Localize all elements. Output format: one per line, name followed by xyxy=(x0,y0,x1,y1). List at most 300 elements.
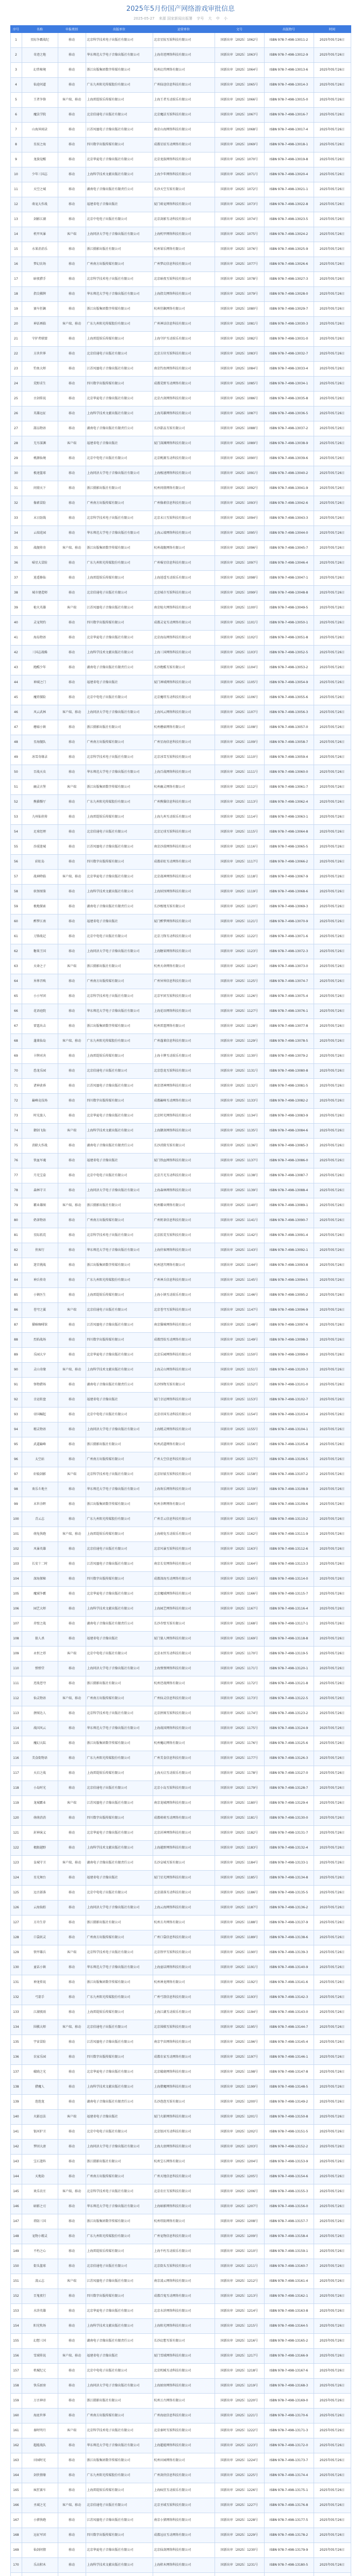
table-row xyxy=(10,780,351,795)
cell-operator: 上海指尖网络科技有限公司 xyxy=(153,287,215,302)
cell-operator: 杭州雷霆网络有限公司 xyxy=(153,1019,215,1034)
cell-operator: 上海萌兔互动娱乐有限公司 xyxy=(153,1527,215,1542)
cell-name: 魔塔探险 xyxy=(22,690,58,705)
cell-isbn: ISBN 978-7-498-13096-9 xyxy=(264,1303,314,1318)
cell-publisher: 广州南方出版传媒有限公司 xyxy=(86,496,153,511)
cell-publisher: 上海雷缇娱乐传媒有限公司 xyxy=(86,1766,153,1781)
cell-approval-no: 国新出审〔2025〕1216号 xyxy=(215,2334,264,2349)
cell-date: 2025年05月26日 xyxy=(314,2304,351,2319)
table-row xyxy=(10,1617,351,1632)
cell-index: 169 xyxy=(10,2543,22,2558)
cell-name: 巅峰竞技场 xyxy=(22,1094,58,1109)
table-row xyxy=(10,974,351,989)
cell-index: 136 xyxy=(10,2050,22,2065)
cell-operator: 广州像素信息科技有限公司 xyxy=(153,496,215,511)
cell-date: 2025年05月26日 xyxy=(314,1258,351,1273)
cell-index: 44 xyxy=(10,675,22,690)
cell-operator: 广州口袋信息科技有限公司 xyxy=(153,1930,215,1945)
cell-name: 暗夜猎手 xyxy=(22,272,58,287)
cell-publisher: 华东师范大学电子音像出版社有限公司 xyxy=(86,526,153,541)
cell-name: 赤壁之战 xyxy=(22,1617,58,1632)
cell-name: 萌兔快跑 xyxy=(22,1527,58,1542)
cell-category: 移动 xyxy=(58,1258,86,1273)
cell-name: 熊猫餐厅 xyxy=(22,795,58,810)
cell-date: 2025年05月26日 xyxy=(314,1019,351,1034)
cell-category: 移动 xyxy=(58,1168,86,1183)
cell-date: 2025年05月26日 xyxy=(314,317,351,332)
cell-publisher: 上海同济大学电子音像出版社有限公司 xyxy=(86,1422,153,1437)
cell-date: 2025年05月26日 xyxy=(314,1512,351,1527)
cell-index: 23 xyxy=(10,362,22,377)
cell-index: 67 xyxy=(10,1019,22,1034)
cell-index: 74 xyxy=(10,1124,22,1139)
cell-isbn: ISBN 978-7-498-13051-8 xyxy=(264,631,314,646)
table-row xyxy=(10,1662,351,1676)
cell-index: 149 xyxy=(10,2244,22,2259)
cell-publisher: 四川数字出版传媒有限公司 xyxy=(86,138,153,152)
cell-category: 移动 xyxy=(58,496,86,511)
cell-category: 移动 xyxy=(58,855,86,870)
cell-approval-no: 国新出审〔2025〕1225号 xyxy=(215,2468,264,2483)
cell-name: 灵山奇缘 xyxy=(22,1363,58,1378)
cell-approval-no: 国新出审〔2025〕1083号 xyxy=(215,347,264,362)
table-row xyxy=(10,1303,351,1318)
cell-operator: 北京破晓网络科技有限公司 xyxy=(153,2065,215,2080)
cell-category: 客户端、移动 xyxy=(58,870,86,885)
cell-name: 古剑传说 xyxy=(22,392,58,406)
cell-category xyxy=(58,2573,86,2576)
cell-approval-no: 国新出审〔2025〕1087号 xyxy=(215,406,264,421)
cell-operator: 长沙跑酷互娱有限公司 xyxy=(153,660,215,675)
cell-date: 2025年05月26日 xyxy=(314,78,351,93)
cell-publisher: 上海科学技术文献出版社有限公司 xyxy=(86,1363,153,1378)
cell-isbn: ISBN 978-7-498-13043-3 xyxy=(264,511,314,526)
cell-operator: 上海云海网络科技有限公司 xyxy=(153,1901,215,1916)
cell-operator: 上海暗影网络科技有限公司 xyxy=(153,2199,215,2214)
cell-isbn: ISBN 978-7-498-13165-2 xyxy=(264,2334,314,2349)
table-row xyxy=(10,1796,351,1811)
cell-index: 133 xyxy=(10,2005,22,2020)
cell-operator: 上海灵山网络科技有限公司 xyxy=(153,1363,215,1378)
cell-isbn: ISBN 978-7-498-13029-7 xyxy=(264,302,314,317)
cell-approval-no: 国新出审〔2025〕1162号 xyxy=(215,1527,264,1542)
table-row xyxy=(10,2498,351,2513)
col-header-index: 序号 xyxy=(10,26,22,33)
cell-date: 2025年05月26日 xyxy=(314,1930,351,1945)
cell-index: 142 xyxy=(10,2140,22,2155)
cell-date: 2025年05月26日 xyxy=(314,556,351,571)
cell-date: 2025年05月26日 xyxy=(314,2065,351,2080)
cell-date: 2025年05月26日 xyxy=(314,257,351,272)
cell-name: 水果消消乐 xyxy=(22,242,58,257)
cell-operator: 上海风云网络科技有限公司 xyxy=(153,705,215,720)
cell-approval-no: 国新出审〔2025〕1230号 xyxy=(215,2543,264,2558)
cell-operator: 广州蓬莱信息科技有限公司 xyxy=(153,1034,215,1049)
cell-date: 2025年05月26日 xyxy=(314,123,351,138)
cell-isbn: ISBN 978-7-498-13095-2 xyxy=(264,1288,314,1303)
cell-name: 指尖棋牌 xyxy=(22,287,58,302)
cell-date: 2025年05月26日 xyxy=(314,1034,351,1049)
cell-date: 2025年05月26日 xyxy=(314,332,351,347)
cell-isbn: ISBN 978-7-498-13019-8 xyxy=(264,152,314,167)
cell-publisher: 北京华夏电子音像出版社有限公司 xyxy=(86,2065,153,2080)
cell-operator: 北京小岛互娱科技有限公司 xyxy=(153,1781,215,1796)
cell-approval-no: 国新出审〔2025〕1178号 xyxy=(215,1766,264,1781)
cell-operator: 成都远征互动网络有限公司 xyxy=(153,2528,215,2543)
cell-publisher: 北京伯通电子出版社有限公司 xyxy=(86,2259,153,2274)
cell-isbn: ISBN 978-7-498-13162-1 xyxy=(264,2289,314,2304)
cell-approval-no: 国新出审〔2025〕1186号 xyxy=(215,1886,264,1901)
cell-category: 移动 xyxy=(58,1662,86,1676)
cell-index: 76 xyxy=(10,1154,22,1168)
cell-operator: 上海江湖互动娱乐有限公司 xyxy=(153,2005,215,2020)
table-row xyxy=(10,1422,351,1437)
cell-date: 2025年05月26日 xyxy=(314,1049,351,1064)
cell-category: 移动 xyxy=(58,2513,86,2528)
cell-operator: 杭州幻兽网络有限公司 xyxy=(153,63,215,78)
cell-publisher: 广东九州阳光传媒股份有限公司 xyxy=(86,317,153,332)
cell-date: 2025年05月26日 xyxy=(314,1467,351,1482)
cell-isbn: ISBN 978-7-498-13101-0 xyxy=(264,1378,314,1393)
cell-category: 移动 xyxy=(58,1482,86,1497)
cell-approval-no: 国新出审〔2025〕1092号 xyxy=(215,481,264,496)
cell-name: 诸神黄昏 xyxy=(22,1079,58,1094)
cell-publisher: 江苏凤凰电子音像出版社有限公司 xyxy=(86,2035,153,2050)
cell-approval-no: 国新出审〔2025〕1110号 xyxy=(215,750,264,765)
cell-publisher: 浙江出版集团数字传媒有限公司 xyxy=(86,302,153,317)
cell-isbn: ISBN 978-7-498-13154-6 xyxy=(264,2170,314,2184)
table-row xyxy=(10,2379,351,2394)
cell-category: 移动 xyxy=(58,1901,86,1916)
cell-approval-no: 国新出审〔2025〕1231号 xyxy=(215,2558,264,2573)
cell-operator: 北京古剑网络科技有限公司 xyxy=(153,392,215,406)
cell-operator: 北京城市互娱科技有限公司 xyxy=(153,586,215,601)
cell-isbn: ISBN 978-7-498-13157-7 xyxy=(264,2214,314,2229)
table-header-row xyxy=(10,26,351,33)
cell-name: 糖果王国 xyxy=(22,944,58,959)
table-row xyxy=(10,1378,351,1393)
cell-date: 2025年05月26日 xyxy=(314,616,351,631)
cell-category: 移动 xyxy=(58,197,86,212)
cell-publisher: 浙江出版集团数字传媒有限公司 xyxy=(86,541,153,556)
cell-operator: 上海百战网络科技有限公司 xyxy=(153,765,215,780)
cell-date: 2025年05月26日 xyxy=(314,1990,351,2005)
cell-isbn: ISBN 978-7-498-13094-5 xyxy=(264,1273,314,1288)
table-row xyxy=(10,601,351,616)
cell-date: 2025年05月26日 xyxy=(314,466,351,481)
cell-date xyxy=(314,2573,351,2576)
cell-date: 2025年05月26日 xyxy=(314,1647,351,1662)
cell-index: 11 xyxy=(10,182,22,197)
cell-category: 移动 xyxy=(58,1766,86,1781)
cell-name: 花语庭院 xyxy=(22,1004,58,1019)
cell-publisher: 广州南方出版传媒有限公司 xyxy=(86,257,153,272)
cell-date: 2025年05月26日 xyxy=(314,2364,351,2379)
cell-index: 56 xyxy=(10,855,22,870)
cell-date: 2025年05月26日 xyxy=(314,2080,351,2095)
cell-name: 疯狂赛车 xyxy=(22,2483,58,2498)
cell-name: 轩辕剑影 xyxy=(22,1467,58,1482)
cell-name: 不朽之心 xyxy=(22,2244,58,2259)
cell-isbn: ISBN 978-7-498-13178-2 xyxy=(264,2528,314,2543)
cell-isbn: ISBN 978-7-498-13168-3 xyxy=(264,2379,314,2394)
cell-name: 幻兽秘境 xyxy=(22,63,58,78)
cell-operator: 成都巅峰互动网络有限公司 xyxy=(153,1094,215,1109)
cell-isbn: ISBN 978-7-498-13130-0 xyxy=(264,1811,314,1826)
cell-operator: 成都灵宠互动网络有限公司 xyxy=(153,616,215,631)
cell-operator: 上海森林网络科技有限公司 xyxy=(153,1183,215,1198)
cell-operator: 厦门狼人网络科技有限公司 xyxy=(153,1632,215,1647)
table-row xyxy=(10,1691,351,1706)
cell-name: 苍穹之翼 xyxy=(22,1303,58,1318)
cell-isbn: ISBN 978-7-498-13169-0 xyxy=(264,2394,314,2409)
table-row xyxy=(10,1318,351,1333)
cell-publisher: 北京华夏电子音像出版社有限公司 xyxy=(86,392,153,406)
cell-approval-no: 国新出审〔2025〕1172号 xyxy=(215,1676,264,1691)
cell-approval-no: 国新出审〔2025〕1144号 xyxy=(215,1258,264,1273)
cell-name: 暗影之刃 xyxy=(22,2199,58,2214)
col-header-category: 申报类别 xyxy=(58,26,86,33)
cell-name: 极限越野 xyxy=(22,1841,58,1856)
cell-index: 148 xyxy=(10,2229,22,2244)
cell-operator: 北京海岛网络科技有限公司 xyxy=(153,631,215,646)
cell-isbn: ISBN 978-7-498-13017-4 xyxy=(264,123,314,138)
cell-operator: 北京暗夜互娱科技有限公司 xyxy=(153,272,215,287)
cell-date: 2025年05月26日 xyxy=(314,1856,351,1871)
cell-publisher: 上海雷缇娱乐传媒有限公司 xyxy=(86,2244,153,2259)
cell-index: 91 xyxy=(10,1378,22,1393)
cell-approval-no: 国新出审〔2025〕1102号 xyxy=(215,631,264,646)
cell-date: 2025年05月26日 xyxy=(314,1736,351,1751)
cell-operator: 广州异界信息科技有限公司 xyxy=(153,974,215,989)
cell-name: 龙族觉醒 xyxy=(22,152,58,167)
cell-operator: 广州青云信息科技有限公司 xyxy=(153,1512,215,1527)
cell-publisher: 浙江出版集团数字传媒有限公司 xyxy=(86,1019,153,1034)
cell-index: 109 xyxy=(10,1647,22,1662)
cell-isbn: ISBN 978-7-498-13133-1 xyxy=(264,1856,314,1871)
table-row xyxy=(10,2125,351,2140)
cell-name: 醉梦江南 xyxy=(22,914,58,929)
table-row xyxy=(10,541,351,556)
cell-publisher: 湖南电子音像出版社有限责任公司 xyxy=(86,182,153,197)
font-medium-button[interactable]: 中 xyxy=(216,16,220,21)
cell-operator: 成都荒野互动网络有限公司 xyxy=(153,377,215,392)
cell-index: 75 xyxy=(10,1139,22,1154)
cell-date: 2025年05月26日 xyxy=(314,855,351,870)
cell-index: 105 xyxy=(10,1587,22,1602)
cell-category: 移动 xyxy=(58,2199,86,2214)
cell-index: 31 xyxy=(10,481,22,496)
cell-category: 移动 xyxy=(58,2379,86,2394)
cell-date: 2025年05月26日 xyxy=(314,182,351,197)
cell-name: 天启之战 xyxy=(22,1766,58,1781)
cell-publisher: 浙江摄影出版社有限公司 xyxy=(86,1437,153,1452)
cell-name: 萌萌消消 xyxy=(22,1811,58,1826)
cell-index: 167 xyxy=(10,2513,22,2528)
cell-operator: 杭州方舟网络有限公司 xyxy=(153,1916,215,1930)
cell-isbn: ISBN 978-7-498-13125-6 xyxy=(264,1736,314,1751)
cell-date: 2025年05月26日 xyxy=(314,1064,351,1079)
cell-category: 移动 xyxy=(58,2155,86,2170)
cell-index: 103 xyxy=(10,1557,22,1572)
cell-isbn: ISBN 978-7-498-13128-7 xyxy=(264,1781,314,1796)
table-row xyxy=(10,2573,351,2576)
table-row xyxy=(10,1482,351,1497)
cell-name: 月光宝盒 xyxy=(22,1168,58,1183)
cell-isbn: ISBN 978-7-498-13021-1 xyxy=(264,182,314,197)
cell-index: 87 xyxy=(10,1318,22,1333)
cell-name: 超能战队 xyxy=(22,2438,58,2453)
cell-index: 89 xyxy=(10,1348,22,1363)
cell-isbn: ISBN 978-7-498-13113-3 xyxy=(264,1557,314,1572)
cell-name: 三国志战略 xyxy=(22,646,58,660)
cell-category: 移动 xyxy=(58,750,86,765)
cell-approval-no: 国新出审〔2025〕1123号 xyxy=(215,944,264,959)
cell-operator: 成都农家互动网络有限公司 xyxy=(153,2050,215,2065)
cell-approval-no: 国新出审〔2025〕1183号 xyxy=(215,1841,264,1856)
cell-approval-no: 国新出审〔2025〕1181号 xyxy=(215,1811,264,1826)
cell-date: 2025年05月26日 xyxy=(314,720,351,735)
cell-name: 精灵物语 xyxy=(22,1422,58,1437)
cell-name: 王者争锋 xyxy=(22,93,58,108)
cell-index: 154 xyxy=(10,2319,22,2334)
cell-index: 98 xyxy=(10,1482,22,1497)
cell-name: 阳光牧场 xyxy=(22,2319,58,2334)
cell-operator: 杭州逆战网络有限公司 xyxy=(153,1676,215,1691)
cell-publisher: 华东师范大学电子音像出版社有限公司 xyxy=(86,48,153,63)
cell-operator: 广州熊猫信息科技有限公司 xyxy=(153,795,215,810)
cell-publisher: 福建省电子音像出版社 xyxy=(86,1393,153,1408)
cell-isbn: ISBN 978-7-498-13084-6 xyxy=(264,1124,314,1139)
cell-name: 塔防三国 xyxy=(22,2214,58,2229)
table-row xyxy=(10,1527,351,1542)
cell-publisher: 福建省电子音像出版社 xyxy=(86,2110,153,2125)
cell-date: 2025年05月26日 xyxy=(314,1706,351,1721)
cell-operator: 北京永恒互动科技有限公司 xyxy=(153,1647,215,1662)
table-row xyxy=(10,1243,351,1258)
cell-date: 2025年05月26日 xyxy=(314,1198,351,1213)
cell-operator: 长沙天空互娱有限公司 xyxy=(153,182,215,197)
cell-date: 2025年05月26日 xyxy=(314,1437,351,1452)
cell-isbn: ISBN 978-7-498-13018-1 xyxy=(264,138,314,152)
cell-name: 彩虹岛 xyxy=(22,855,58,870)
cell-index: 120 xyxy=(10,1811,22,1826)
cell-index: 10 xyxy=(10,167,22,182)
cell-publisher: 北京科学技术电子出版社有限公司 xyxy=(86,2184,153,2199)
font-large-button[interactable]: 大 xyxy=(208,16,212,21)
font-small-button[interactable]: 小 xyxy=(224,16,228,21)
cell-operator: 上海超能网络科技有限公司 xyxy=(153,2438,215,2453)
cell-approval-no: 国新出审〔2025〕1199号 xyxy=(215,2080,264,2095)
cell-index: 99 xyxy=(10,1497,22,1512)
cell-name: 天地劫 xyxy=(22,2170,58,2184)
cell-index: 143 xyxy=(10,2155,22,2170)
cell-date: 2025年05月26日 xyxy=(314,1975,351,1990)
cell-index: 163 xyxy=(10,2453,22,2468)
cell-operator: 上海厨房网络科技有限公司 xyxy=(153,2379,215,2394)
cell-index: 130 xyxy=(10,1960,22,1975)
cell-publisher: 湖南电子音像出版社有限责任公司 xyxy=(86,900,153,914)
cell-name: 战国风云 xyxy=(22,1721,58,1736)
cell-operator: 北京时光网络科技有限公司 xyxy=(153,1109,215,1124)
cell-index: 115 xyxy=(10,1736,22,1751)
cell-publisher: 江苏凤凰电子音像出版社有限公司 xyxy=(86,840,153,855)
cell-publisher: 四川数字出版传媒有限公司 xyxy=(86,1333,153,1348)
cell-index: 157 xyxy=(10,2364,22,2379)
cell-date: 2025年05月26日 xyxy=(314,1228,351,1243)
cell-name: 像素冒险 xyxy=(22,496,58,511)
cell-category: 移动 xyxy=(58,2050,86,2065)
cell-operator: 杭州狂飙网络有限公司 xyxy=(153,302,215,317)
cell-approval-no: 国新出审〔2025〕1082号 xyxy=(215,332,264,347)
cell-date: 2025年05月26日 xyxy=(314,870,351,885)
cell-operator: 广州梦幻信息科技有限公司 xyxy=(153,257,215,272)
cell-index: 125 xyxy=(10,1886,22,1901)
cell-publisher: 浙江出版集团数字传媒有限公司 xyxy=(86,780,153,795)
cell-approval-no: 国新出审〔2025〕1157号 xyxy=(215,1452,264,1467)
cell-publisher: 四川数字出版传媒有限公司 xyxy=(86,616,153,631)
cell-name: 口袋妖灵 xyxy=(22,1930,58,1945)
cell-operator: 厦门火影网络科技有限公司 xyxy=(153,2110,215,2125)
cell-category: 移动 xyxy=(58,900,86,914)
cell-category: 客户端 xyxy=(58,1945,86,1960)
cell-publisher: 湖南电子音像出版社有限责任公司 xyxy=(86,2334,153,2349)
table-row xyxy=(10,2334,351,2349)
cell-index: 85 xyxy=(10,1288,22,1303)
cell-publisher: 上海雷缇娱乐传媒有限公司 xyxy=(86,810,153,825)
cell-operator: 杭州天命网络有限公司 xyxy=(153,959,215,974)
cell-category: 移动 xyxy=(58,1587,86,1602)
cell-isbn: ISBN 978-7-498-13114-0 xyxy=(264,1572,314,1587)
cell-index: 112 xyxy=(10,1691,22,1706)
cell-isbn: ISBN 978-7-498-13132-4 xyxy=(264,1841,314,1856)
table-row xyxy=(10,1557,351,1572)
cell-category: 移动 xyxy=(58,571,86,586)
cell-category: 移动 xyxy=(58,1288,86,1303)
table-row xyxy=(10,2199,351,2214)
cell-operator: 北京星际互娱科技有限公司 xyxy=(153,33,215,48)
cell-category: 移动 xyxy=(58,885,86,900)
cell-isbn: ISBN 978-7-498-13081-5 xyxy=(264,1079,314,1094)
cell-name: 末日防线 xyxy=(22,511,58,526)
col-header-isbn: 出版物号 xyxy=(264,26,314,33)
cell-operator: 北京银河互动科技有限公司 xyxy=(153,2125,215,2140)
table-row xyxy=(10,855,351,870)
cell-isbn: ISBN 978-7-498-13042-6 xyxy=(264,496,314,511)
cell-approval-no: 国新出审〔2025〕1115号 xyxy=(215,825,264,840)
cell-operator: 北京军团互娱科技有限公司 xyxy=(153,989,215,1004)
cell-category: 移动 xyxy=(58,1676,86,1691)
cell-index: 166 xyxy=(10,2498,22,2513)
cell-publisher: 福建省电子音像出版社 xyxy=(86,197,153,212)
cell-operator: 上海王者互动娱乐有限公司 xyxy=(153,93,215,108)
cell-isbn: ISBN 978-7-498-13112-6 xyxy=(264,1542,314,1557)
cell-category: 移动 xyxy=(58,167,86,182)
cell-isbn: ISBN 978-7-498-13126-3 xyxy=(264,1751,314,1766)
cell-category: 移动 xyxy=(58,1408,86,1422)
cell-category: 移动 xyxy=(58,795,86,810)
cell-category: 移动 xyxy=(58,212,86,227)
table-row xyxy=(10,2319,351,2334)
cell-operator: 上海三国网络科技有限公司 xyxy=(153,646,215,660)
cell-date: 2025年05月26日 xyxy=(314,421,351,436)
cell-date: 2025年05月26日 xyxy=(314,2513,351,2528)
cell-date: 2025年05月26日 xyxy=(314,1916,351,1930)
cell-index: 4 xyxy=(10,78,22,93)
cell-index: 140 xyxy=(10,2110,22,2125)
cell-category: 移动 xyxy=(58,944,86,959)
cell-approval-no: 国新出审〔2025〕1072号 xyxy=(215,182,264,197)
